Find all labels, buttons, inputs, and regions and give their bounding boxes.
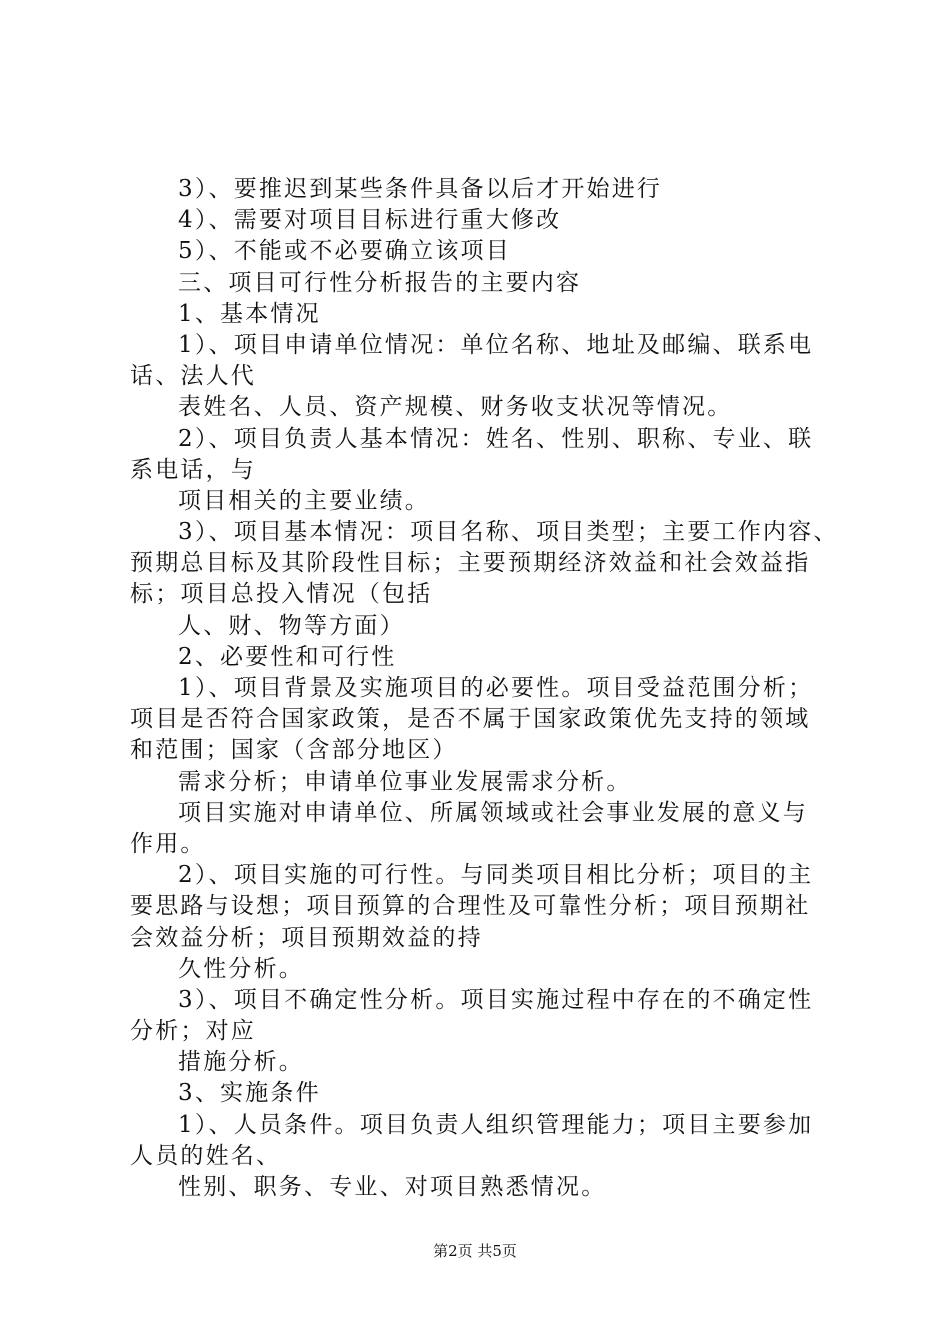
text-line: 措施分析。: [178, 1049, 304, 1076]
text-line: 表姓名、人员、资产规模、财务收支状况等情况。: [178, 394, 733, 421]
text-line: 3）、项目基本情况：项目名称、项目类型；主要工作内容、: [178, 519, 839, 546]
text-line: 4）、需要对项目目标进行重大修改: [178, 207, 562, 234]
text-line: 要思路与设想；项目预算的合理性及可靠性分析；项目预期社: [130, 893, 811, 920]
text-line: 1）、项目背景及实施项目的必要性。项目受益范围分析；: [178, 675, 814, 701]
text-line: 久性分析。: [178, 955, 304, 982]
text-line: 会效益分析；项目预期效益的持: [130, 924, 483, 951]
text-line: 5）、不能或不必要确立该项目: [178, 238, 511, 265]
text-line: 项目是否符合国家政策，是否不属于国家政策优先支持的领域: [130, 706, 811, 733]
text-line: 分析；对应: [130, 1018, 256, 1045]
text-line: 1）、人员条件。项目负责人组织管理能力；项目主要参加: [178, 1111, 814, 1138]
text-line: 3）、要推迟到某些条件具备以后才开始进行: [178, 176, 663, 202]
text-line: 话、法人代: [130, 363, 256, 390]
text-line: 系电话，与: [130, 456, 256, 483]
text-line: 人、财、物等方面）: [178, 612, 405, 639]
text-line: 1）、项目申请单位情况：单位名称、地址及邮编、联系电: [178, 331, 814, 358]
text-line: 2）、项目负责人基本情况：姓名、性别、职称、专业、联: [178, 425, 814, 452]
text-line: 项目实施对申请单位、所属领域或社会事业发展的意义与: [178, 799, 808, 826]
text-line: 预期总目标及其阶段性目标；主要预期经济效益和社会效益指: [130, 550, 811, 577]
text-line: 人员的姓名、: [130, 1142, 282, 1169]
text-line: 和范围；国家（含部分地区）: [130, 737, 458, 764]
text-line: 项目相关的主要业绩。: [178, 487, 430, 514]
text-line: 标；项目总投入情况（包括: [130, 581, 433, 608]
subsection-heading: 2、必要性和可行性: [178, 643, 397, 670]
subsection-heading: 1、基本情况: [178, 300, 321, 327]
text-line: 性别、职务、专业、对项目熟悉情况。: [178, 1174, 607, 1200]
page-number-footer: 第2页 共5页: [433, 1242, 517, 1260]
text-line: 3）、项目不确定性分析。项目实施过程中存在的不确定性: [178, 986, 814, 1013]
subsection-heading: 3、实施条件: [178, 1080, 321, 1107]
section-heading: 三、项目可行性分析报告的主要内容: [178, 269, 582, 296]
document-body: [130, 174, 839, 1203]
text-line: 作用。: [130, 830, 206, 857]
text-line: 需求分析；申请单位事业发展需求分析。: [178, 768, 632, 795]
text-line: 2）、项目实施的可行性。与同类项目相比分析；项目的主: [178, 862, 814, 889]
